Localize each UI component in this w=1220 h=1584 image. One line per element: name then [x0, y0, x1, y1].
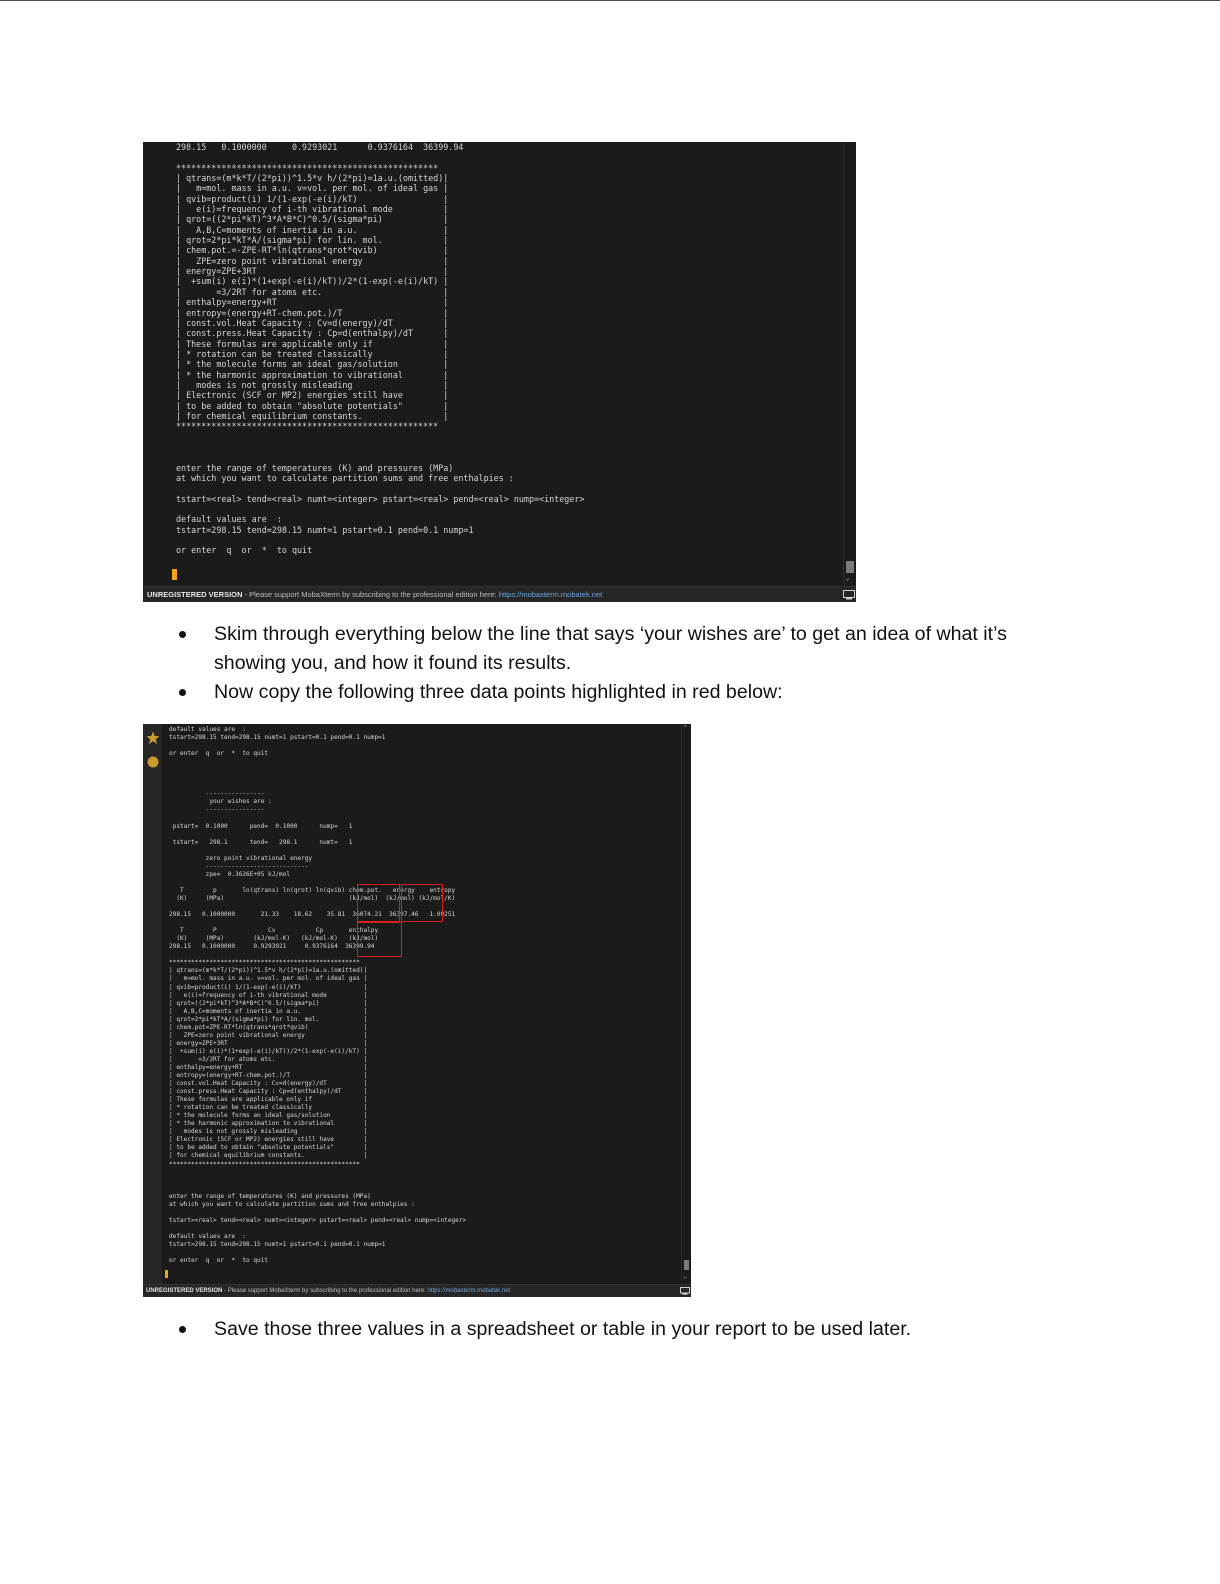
scrollbar-thumb[interactable] [846, 561, 854, 573]
top-rule [0, 0, 1220, 1]
mobaxterm-link[interactable]: https://mobaxterm.mobatek.net [427, 1288, 511, 1294]
sidebar-gutter [143, 724, 162, 1285]
bullet-item [172, 620, 1052, 678]
terminal-output-2: default values are : tstart=298.15 tend=298.15 numt=1 pstart=0.1 pend=0.1 nump=1 or enter q or * to quit ---------------- your wishes are : ---------------- pstart= 0.1000 pend= 0.1000 nump= 1 tstart= 298.1 tend= 298.1 numt= 1 zero point vibrational energy ---------------------------- zpe= 0.3626E+05 kJ/mol T p ln(qtrans) ln(qrot) ln(qvib) chem.pot. energy entropy (K) (MPa) (kJ/mol) (kJ/mol) (kJ/mol/K) 298.15 0.1000000 21.33 18.62 35.81 36074.21 36397.46 1.09251 T P Cv Cp enthalpy (K) (MPa) (kJ/mol-K) (kJ/mol-K) (kJ/mol) 298.15 0.1000000 0.9293021 0.9376164 36399.94 **************************************************** | qtrans=(m*k*T/(2*pi))^1.5*v h/(2*pi)=1a.u.(omitted)| | m=mol. mass in a.u. v=vol. per mol. of ideal gas | | qvib=product(i) 1/(1-exp(-e(i)/kT) | | e(i)=frequency of i-th vibrational mode | | qrot=((2*pi*kT)^3*A*B*C)^0.5/(sigma*pi) | | A,B,C=moments of inertia in a.u. | | qrot=2*pi*kT*A/(sigma*pi) for lin. mol. | | chem.pot=ZPE-RT*ln(qtrans*qrot*qvib) | | ZPE=zero point vibrational energy | | energy=ZPE+3RT | | +sum(i) e(i)*(1+exp(-e(i)/kT))/2*(1-exp(-e(i)/kT) | | =3/2RT for atoms etc. | | enthalpy=energy+RT | | entropy=(energy+RT-chem.pot.)/T | | const.vol.Heat Capacity : Cv=d(energy)/dT | | const.press.Heat Capacity : Cp=d(enthalpy)/dT | | These formulas are applicable only if | | * rotation can be treated classically | | * the molecule forms an ideal gas/solution | | * the harmonic approximation to vibrational | | modes is not grossly misleading | | Electronic (SCF or MP2) energies still have | | to be added to obtain "absolute potentials" | | for chemical equilibrium constants. | **************************************************** enter the range of temperatures (K) and pressures (MPa) at which you want to calculate partition sums and free enthalpies : tstart=<real> tend=<real> numt=<integer> pstart=<real> pend=<real> nump=<integer> default values are : tstart=298.15 tend=298.15 numt=1 pstart=0.1 pend=0.1 nump=1 or enter q or * to quit [169, 726, 467, 1265]
vertical-scrollbar[interactable] [843, 142, 856, 587]
monitor-icon[interactable] [843, 590, 855, 600]
terminal-cursor [172, 569, 177, 580]
bullet-dot [179, 1326, 186, 1333]
scroll-down-arrow-icon[interactable]: ⌄ [683, 1272, 688, 1280]
terminal-window-2 [143, 724, 691, 1297]
status-bar [143, 586, 856, 602]
scrollbar-thumb[interactable] [684, 1260, 689, 1270]
monitor-icon[interactable] [680, 1287, 690, 1295]
bullet-text: Now copy the following three data points highlighted in red below: [214, 681, 783, 703]
bullet-dot [179, 631, 186, 638]
status-message: - Please support MobaXterm by subscribing to the professional edition here: [242, 590, 499, 599]
bullet-item [172, 678, 1052, 707]
circle-icon[interactable] [146, 755, 160, 769]
star-icon[interactable] [146, 731, 160, 745]
unregistered-label: UNREGISTERED VERSION [147, 590, 243, 599]
status-bar [143, 1284, 691, 1297]
scroll-up-arrow-icon[interactable]: ⌃ [683, 724, 688, 732]
terminal-window-1 [143, 142, 856, 602]
bullet-text: Save those three values in a spreadsheet or table in your report to be used later. [214, 1318, 912, 1340]
bullet-list-bottom [172, 1315, 1052, 1344]
bullet-list-top [172, 620, 1052, 707]
terminal-cursor [165, 1270, 168, 1278]
mobaxterm-link[interactable]: https://mobaxterm.mobatek.net [498, 590, 603, 599]
bullet-text: Skim through everything below the line that says ‘your wishes are’ to get an idea of what it’s showing you, and how it found its results. [214, 623, 1007, 674]
scroll-down-arrow-icon[interactable]: ⌄ [845, 573, 850, 582]
highlight-chem-pot [357, 884, 400, 922]
status-message: - Please support MobaXterm by subscribing to the professional edition here: [222, 1288, 428, 1294]
vertical-scrollbar[interactable] [681, 724, 691, 1285]
highlight-enthalpy [357, 922, 402, 957]
terminal-output-1: 298.15 0.1000000 0.9293021 0.9376164 36399.94 **************************************************** | qtrans=(m*k*T/(2*pi))^1.5*v h/(2*pi)=1a.u.(omitted)| | m=mol. mass in a.u. v=vol. per mol. of ideal gas | | qvib=product(i) 1/(1-exp(-e(i)/kT) | | e(i)=frequency of i-th vibrational mode | | qrot=((2*pi*kT)^3*A*B*C)^0.5/(sigma*pi) | | A,B,C=moments of inertia in a.u. | | qrot=2*pi*kT*A/(sigma*pi) for lin. mol. | | chem.pot.=-ZPE-RT*ln(qtrans*qrot*qvib) | | ZPE=zero point vibrational energy | | energy=ZPE+3RT | | +sum(i) e(i)*(1+exp(-e(i)/kT))/2*(1-exp(-e(i)/kT) | | =3/2RT for atoms etc. | | enthalpy=energy+RT | | entropy=(energy+RT-chem.pot.)/T | | const.vol.Heat Capacity : Cv=d(energy)/dT | | const.press.Heat Capacity : Cp=d(enthalpy)/dT | | These formulas are applicable only if | | * rotation can be treated classically | | * the molecule forms an ideal gas/solution | | * the harmonic approximation to vibrational | | modes is not grossly misleading | | Electronic (SCF or MP2) energies still have | | to be added to obtain "absolute potentials" | | for chemical equilibrium constants. | **************************************************** enter the range of temperatures (K) and pressures (MPa) at which you want to calculate partition sums and free enthalpies : tstart=<real> tend=<real> numt=<integer> pstart=<real> pend=<real> nump=<integer> default values are : tstart=298.15 tend=298.15 numt=1 pstart=0.1 pend=0.1 nump=1 or enter q or * to quit [176, 142, 585, 556]
highlight-energy [401, 884, 443, 922]
bullet-dot [179, 689, 186, 696]
unregistered-label: UNREGISTERED VERSION [146, 1288, 223, 1294]
bullet-item [172, 1315, 1052, 1344]
